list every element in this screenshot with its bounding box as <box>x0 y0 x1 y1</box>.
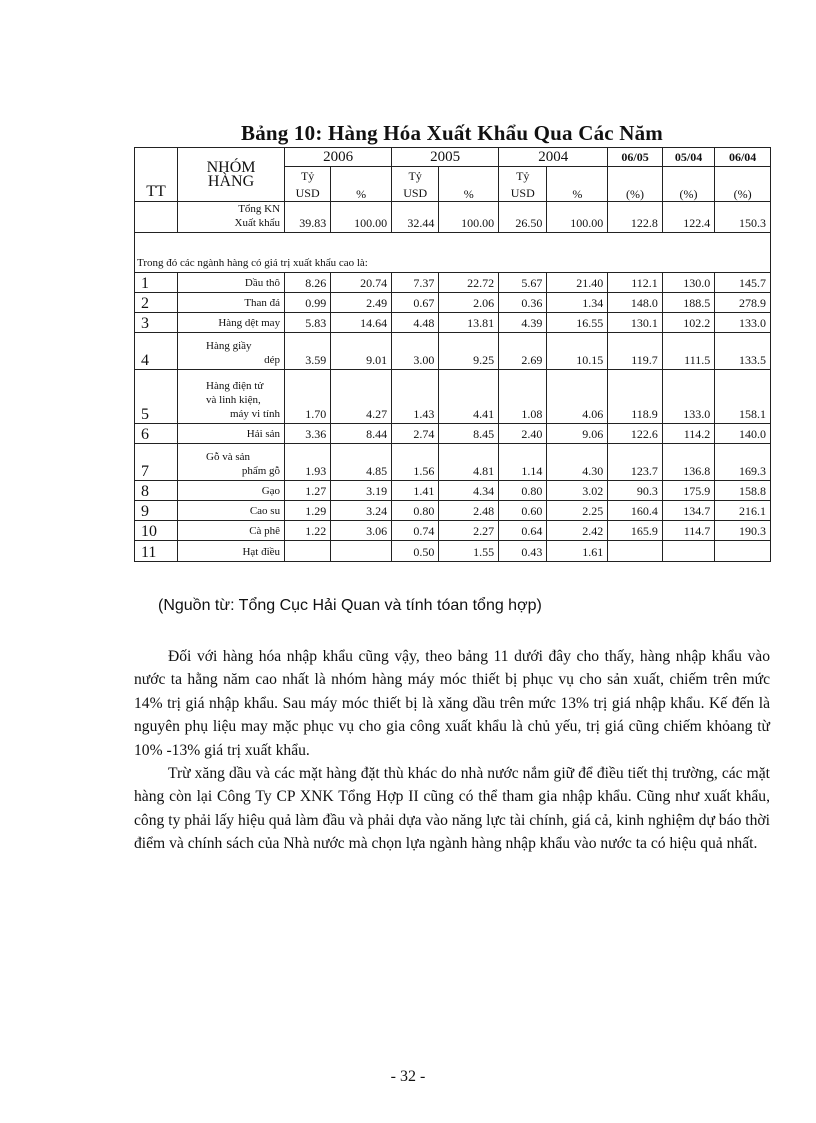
row-value: 9.25 <box>439 333 499 370</box>
paragraph: Đối với hàng hóa nhập khẩu cũng vậy, theo bảng 11 dưới đây cho thấy, hàng nhập khẩu vào nước ta hằng năm cao nhất là nhóm hàng máy móc thiết bị phục vụ cho sản xuất, chiếm trên mức 14% trị giá nhập khẩu. Sau máy móc thiết bị là xăng dầu trên mức 13% trị giá nhập khẩu. Kế đến là nguyên phụ liệu may mặc phục vụ cho gia công xuất khẩu là chủ yếu, trị giá cũng chiếm khỏang từ 10% -13% giá trị xuất khẩu. <box>134 648 770 759</box>
row-value: 10.15 <box>547 333 608 370</box>
header-group <box>178 148 285 202</box>
row-value: 4.48 <box>392 313 439 333</box>
row-value: 278.9 <box>715 293 771 313</box>
header-ratio-0604: 06/04 <box>715 148 771 167</box>
table-row <box>135 444 771 481</box>
header-ratio-0605: 06/05 <box>608 148 663 167</box>
row-value: 1.41 <box>392 481 439 501</box>
paragraph: Trừ xăng dầu và các mặt hàng đặt thù khác do nhà nước nắm giữ để điều tiết thị trường, các mặt hàng còn lại Công Ty CP XNK Tổng Hợp II cũng có thể tham gia nhập khẩu. Cũng như xuất khẩu, công ty phải lấy hiệu quả làm đầu và phải dựa vào năng lực tài chính, giá cả, kinh nghiệm dự báo thời điểm và chính sách của Nhà nước mà chọn lựa ngành hàng nhập khẩu vào nước ta có hiệu quả nhất. <box>134 765 770 853</box>
row-name <box>178 333 285 370</box>
row-value: 2.49 <box>331 293 392 313</box>
row-index: 2 <box>135 293 178 313</box>
row-value: 123.7 <box>608 444 663 481</box>
row-value: 190.3 <box>715 521 771 541</box>
row-index: 8 <box>135 481 178 501</box>
row-value: 16.55 <box>547 313 608 333</box>
row-value: 13.81 <box>439 313 499 333</box>
unit-ratio: (%) <box>662 167 714 202</box>
header-year-2006: 2006 <box>285 148 392 167</box>
row-value: 2.06 <box>439 293 499 313</box>
row-value <box>331 541 392 562</box>
table-row <box>135 521 771 541</box>
row-value: 3.00 <box>392 333 439 370</box>
row-value: 4.41 <box>439 370 499 424</box>
header-year-2005: 2005 <box>392 148 499 167</box>
row-name-line: Gỗ và sản <box>206 451 251 463</box>
row-value: 9.01 <box>331 333 392 370</box>
table-title: Bảng 10: Hàng Hóa Xuất Khẩu Qua Các Năm <box>240 121 664 145</box>
row-value: 134.7 <box>662 501 714 521</box>
row-value: 90.3 <box>608 481 663 501</box>
row-value: 1.29 <box>285 501 331 521</box>
row-name-line: Hàng giầy <box>206 340 252 352</box>
row-name-line: Hàng dệt may <box>218 317 281 329</box>
table-row <box>135 370 771 424</box>
row-value: 3.36 <box>285 424 331 444</box>
table-row <box>135 273 771 293</box>
total-name-line1: Tổng KN <box>238 203 281 215</box>
table-row <box>135 313 771 333</box>
total-ratio-0605: 122.8 <box>608 202 663 233</box>
row-value: 114.2 <box>662 424 714 444</box>
row-value: 8.26 <box>285 273 331 293</box>
row-name-line: Dầu thô <box>244 277 281 289</box>
row-value: 14.64 <box>331 313 392 333</box>
header-year-2004: 2004 <box>499 148 608 167</box>
row-value: 0.43 <box>499 541 547 562</box>
row-value: 114.7 <box>662 521 714 541</box>
row-name-line: phẩm gỗ <box>241 465 281 477</box>
row-value: 0.60 <box>499 501 547 521</box>
row-index: 7 <box>135 444 178 481</box>
row-value: 2.27 <box>439 521 499 541</box>
row-value: 7.37 <box>392 273 439 293</box>
row-value: 2.48 <box>439 501 499 521</box>
row-value: 102.2 <box>662 313 714 333</box>
row-value: 158.1 <box>715 370 771 424</box>
unit-ty: Tỷ <box>392 167 439 185</box>
row-value: 0.50 <box>392 541 439 562</box>
header-tt: TT <box>135 148 178 202</box>
row-value: 4.27 <box>331 370 392 424</box>
row-value <box>285 541 331 562</box>
row-value: 2.40 <box>499 424 547 444</box>
row-value: 140.0 <box>715 424 771 444</box>
row-value: 122.6 <box>608 424 663 444</box>
row-value <box>662 541 714 562</box>
row-value: 160.4 <box>608 501 663 521</box>
row-value: 216.1 <box>715 501 771 521</box>
row-name-line: Hàng điện tử <box>206 380 264 392</box>
row-value: 1.43 <box>392 370 439 424</box>
row-value: 158.8 <box>715 481 771 501</box>
row-value: 0.36 <box>499 293 547 313</box>
row-value: 130.1 <box>608 313 663 333</box>
row-index: 10 <box>135 521 178 541</box>
row-value <box>715 541 771 562</box>
row-value: 175.9 <box>662 481 714 501</box>
header-row-years <box>135 148 771 167</box>
row-name <box>178 313 285 333</box>
row-value: 188.5 <box>662 293 714 313</box>
note-row <box>135 233 771 273</box>
row-value: 148.0 <box>608 293 663 313</box>
row-value: 9.06 <box>547 424 608 444</box>
row-value: 2.74 <box>392 424 439 444</box>
row-name-line: máy vi tính <box>229 408 281 420</box>
row-value: 136.8 <box>662 444 714 481</box>
unit-ty: Tỷ <box>499 167 547 185</box>
total-pct-2006: 100.00 <box>331 202 392 233</box>
table-row <box>135 424 771 444</box>
row-value: 0.67 <box>392 293 439 313</box>
total-row <box>135 202 771 233</box>
total-pct-2004: 100.00 <box>547 202 608 233</box>
unit-usd: USD <box>499 185 547 202</box>
row-value: 0.74 <box>392 521 439 541</box>
row-name <box>178 273 285 293</box>
row-value: 1.55 <box>439 541 499 562</box>
row-value: 0.99 <box>285 293 331 313</box>
header-ratio-0504: 05/04 <box>662 148 714 167</box>
row-name <box>178 481 285 501</box>
unit-pct: % <box>331 167 392 202</box>
row-name-line: Cao su <box>249 505 281 517</box>
row-value: 2.25 <box>547 501 608 521</box>
row-value: 4.39 <box>499 313 547 333</box>
row-value: 165.9 <box>608 521 663 541</box>
total-name-line2: Xuất khẩu <box>234 217 281 229</box>
unit-pct: % <box>547 167 608 202</box>
row-name <box>178 501 285 521</box>
row-value: 169.3 <box>715 444 771 481</box>
row-value: 22.72 <box>439 273 499 293</box>
row-name <box>178 541 285 562</box>
row-value: 4.06 <box>547 370 608 424</box>
row-value: 3.24 <box>331 501 392 521</box>
row-value: 1.27 <box>285 481 331 501</box>
row-value: 2.42 <box>547 521 608 541</box>
row-value: 20.74 <box>331 273 392 293</box>
row-name-line: Than đá <box>244 297 281 309</box>
total-usd-2006: 39.83 <box>285 202 331 233</box>
total-usd-2004: 26.50 <box>499 202 547 233</box>
row-value: 119.7 <box>608 333 663 370</box>
unit-ratio: (%) <box>608 167 663 202</box>
row-value: 2.69 <box>499 333 547 370</box>
row-name <box>178 293 285 313</box>
unit-ratio: (%) <box>715 167 771 202</box>
row-value <box>608 541 663 562</box>
row-index: 11 <box>135 541 178 562</box>
row-value: 1.70 <box>285 370 331 424</box>
row-value: 3.06 <box>331 521 392 541</box>
table-row <box>135 293 771 313</box>
row-name-line: Cà phê <box>249 525 281 537</box>
row-value: 133.0 <box>662 370 714 424</box>
row-value: 145.7 <box>715 273 771 293</box>
table-row <box>135 541 771 562</box>
row-index: 3 <box>135 313 178 333</box>
total-usd-2005: 32.44 <box>392 202 439 233</box>
row-value: 111.5 <box>662 333 714 370</box>
row-value: 5.67 <box>499 273 547 293</box>
row-name <box>178 424 285 444</box>
unit-pct: % <box>439 167 499 202</box>
row-value: 1.08 <box>499 370 547 424</box>
body-text <box>134 645 770 856</box>
row-name <box>178 521 285 541</box>
row-value: 1.14 <box>499 444 547 481</box>
row-value: 130.0 <box>662 273 714 293</box>
row-value: 1.93 <box>285 444 331 481</box>
row-name-line: Hải sản <box>246 428 281 440</box>
table-row <box>135 481 771 501</box>
row-index: 9 <box>135 501 178 521</box>
total-ratio-0604: 150.3 <box>715 202 771 233</box>
row-value: 4.34 <box>439 481 499 501</box>
row-name-line: dép <box>264 354 281 366</box>
row-value: 1.56 <box>392 444 439 481</box>
row-value: 4.81 <box>439 444 499 481</box>
row-value: 4.30 <box>547 444 608 481</box>
row-index: 4 <box>135 333 178 370</box>
row-value: 0.64 <box>499 521 547 541</box>
row-value: 8.45 <box>439 424 499 444</box>
row-value: 118.9 <box>608 370 663 424</box>
row-value: 1.22 <box>285 521 331 541</box>
row-value: 5.83 <box>285 313 331 333</box>
unit-ty: Tỷ <box>285 167 331 185</box>
row-value: 1.34 <box>547 293 608 313</box>
export-table <box>134 147 771 562</box>
row-value: 0.80 <box>392 501 439 521</box>
row-value: 0.80 <box>499 481 547 501</box>
header-group-line1: NHÓM <box>206 158 256 176</box>
row-value: 133.5 <box>715 333 771 370</box>
unit-usd: USD <box>285 185 331 202</box>
row-value: 3.02 <box>547 481 608 501</box>
table-row <box>135 333 771 370</box>
page-number: - 32 - <box>390 1068 426 1085</box>
row-name-line: và linh kiện, <box>206 394 261 406</box>
source-note: (Nguồn từ: Tổng Cục Hải Quan và tính tóan tổng hợp) <box>158 597 542 614</box>
note-row-text: Trong đó các ngành hàng có giá trị xuất khẩu cao là: <box>135 233 771 273</box>
row-value: 4.85 <box>331 444 392 481</box>
row-index: 5 <box>135 370 178 424</box>
row-name-line: Hạt điều <box>242 546 281 558</box>
unit-usd: USD <box>392 185 439 202</box>
item-rows <box>135 273 771 562</box>
row-value: 3.59 <box>285 333 331 370</box>
row-name-line: Gạo <box>261 485 281 497</box>
table-row <box>135 501 771 521</box>
total-ratio-0504: 122.4 <box>662 202 714 233</box>
row-value: 3.19 <box>331 481 392 501</box>
row-value: 112.1 <box>608 273 663 293</box>
row-name <box>178 370 285 424</box>
total-pct-2005: 100.00 <box>439 202 499 233</box>
row-index: 1 <box>135 273 178 293</box>
total-name <box>178 202 285 233</box>
header-group-line2: HÀNG <box>207 172 255 190</box>
row-value: 133.0 <box>715 313 771 333</box>
row-name <box>178 444 285 481</box>
row-index: 6 <box>135 424 178 444</box>
row-value: 21.40 <box>547 273 608 293</box>
row-value: 1.61 <box>547 541 608 562</box>
row-value: 8.44 <box>331 424 392 444</box>
